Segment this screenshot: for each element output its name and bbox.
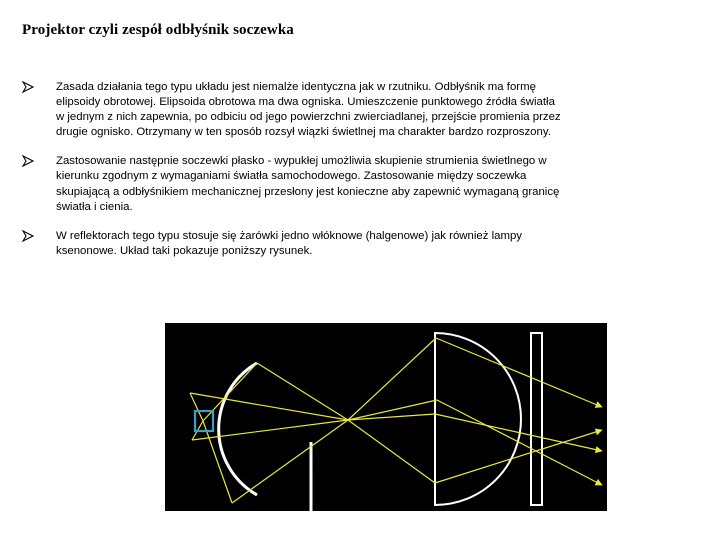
arrowhead-bullet-icon — [22, 81, 34, 93]
page-title: Projektor czyli zespół odbłyśnik soczewka — [22, 22, 294, 38]
arrowhead-bullet-icon — [22, 155, 34, 167]
bullet-text: Zastosowanie następnie soczewki płasko - wypukłej umożliwia skupienie strumienia świetlnego w kierunku zgodnym z wymaganiami światła samochodowego. Zastosowanie między soczewka skupiającą a odbłyśnikiem mechanicznej przesłony jest konieczne aby zapewnić wymaganą granicę światła i cienia. — [56, 155, 560, 213]
bullet-text: Zasada działania tego typu układu jest niemalże identyczna jak w rzutniku. Odbłyśnik ma formę elipsoidy obrotowej. Elipsoida obrotowa ma dwa ogniska. Umieszczenie punktowego źródła światła w jednym z nich zapewnia, po odbiciu od jego powierzchni zwierciadlanej, przejście promienia przez drugie ognisko. Otrzymany w ten sposób rozsył wiązki świetlnej ma charakter bardzo rozproszony. — [56, 81, 561, 139]
list-item — [22, 154, 562, 214]
bullet-list — [22, 80, 562, 273]
arrowhead-bullet-icon — [22, 230, 34, 242]
bullet-text: W reflektorach tego typu stosuje się żarówki jedno włóknowe (halgenowe) jak również lampy ksenonowe. Układ taki pokazuje poniższy rysunek. — [56, 229, 522, 257]
list-item — [22, 229, 562, 259]
projector-optics-diagram — [165, 323, 607, 511]
list-item — [22, 80, 562, 140]
